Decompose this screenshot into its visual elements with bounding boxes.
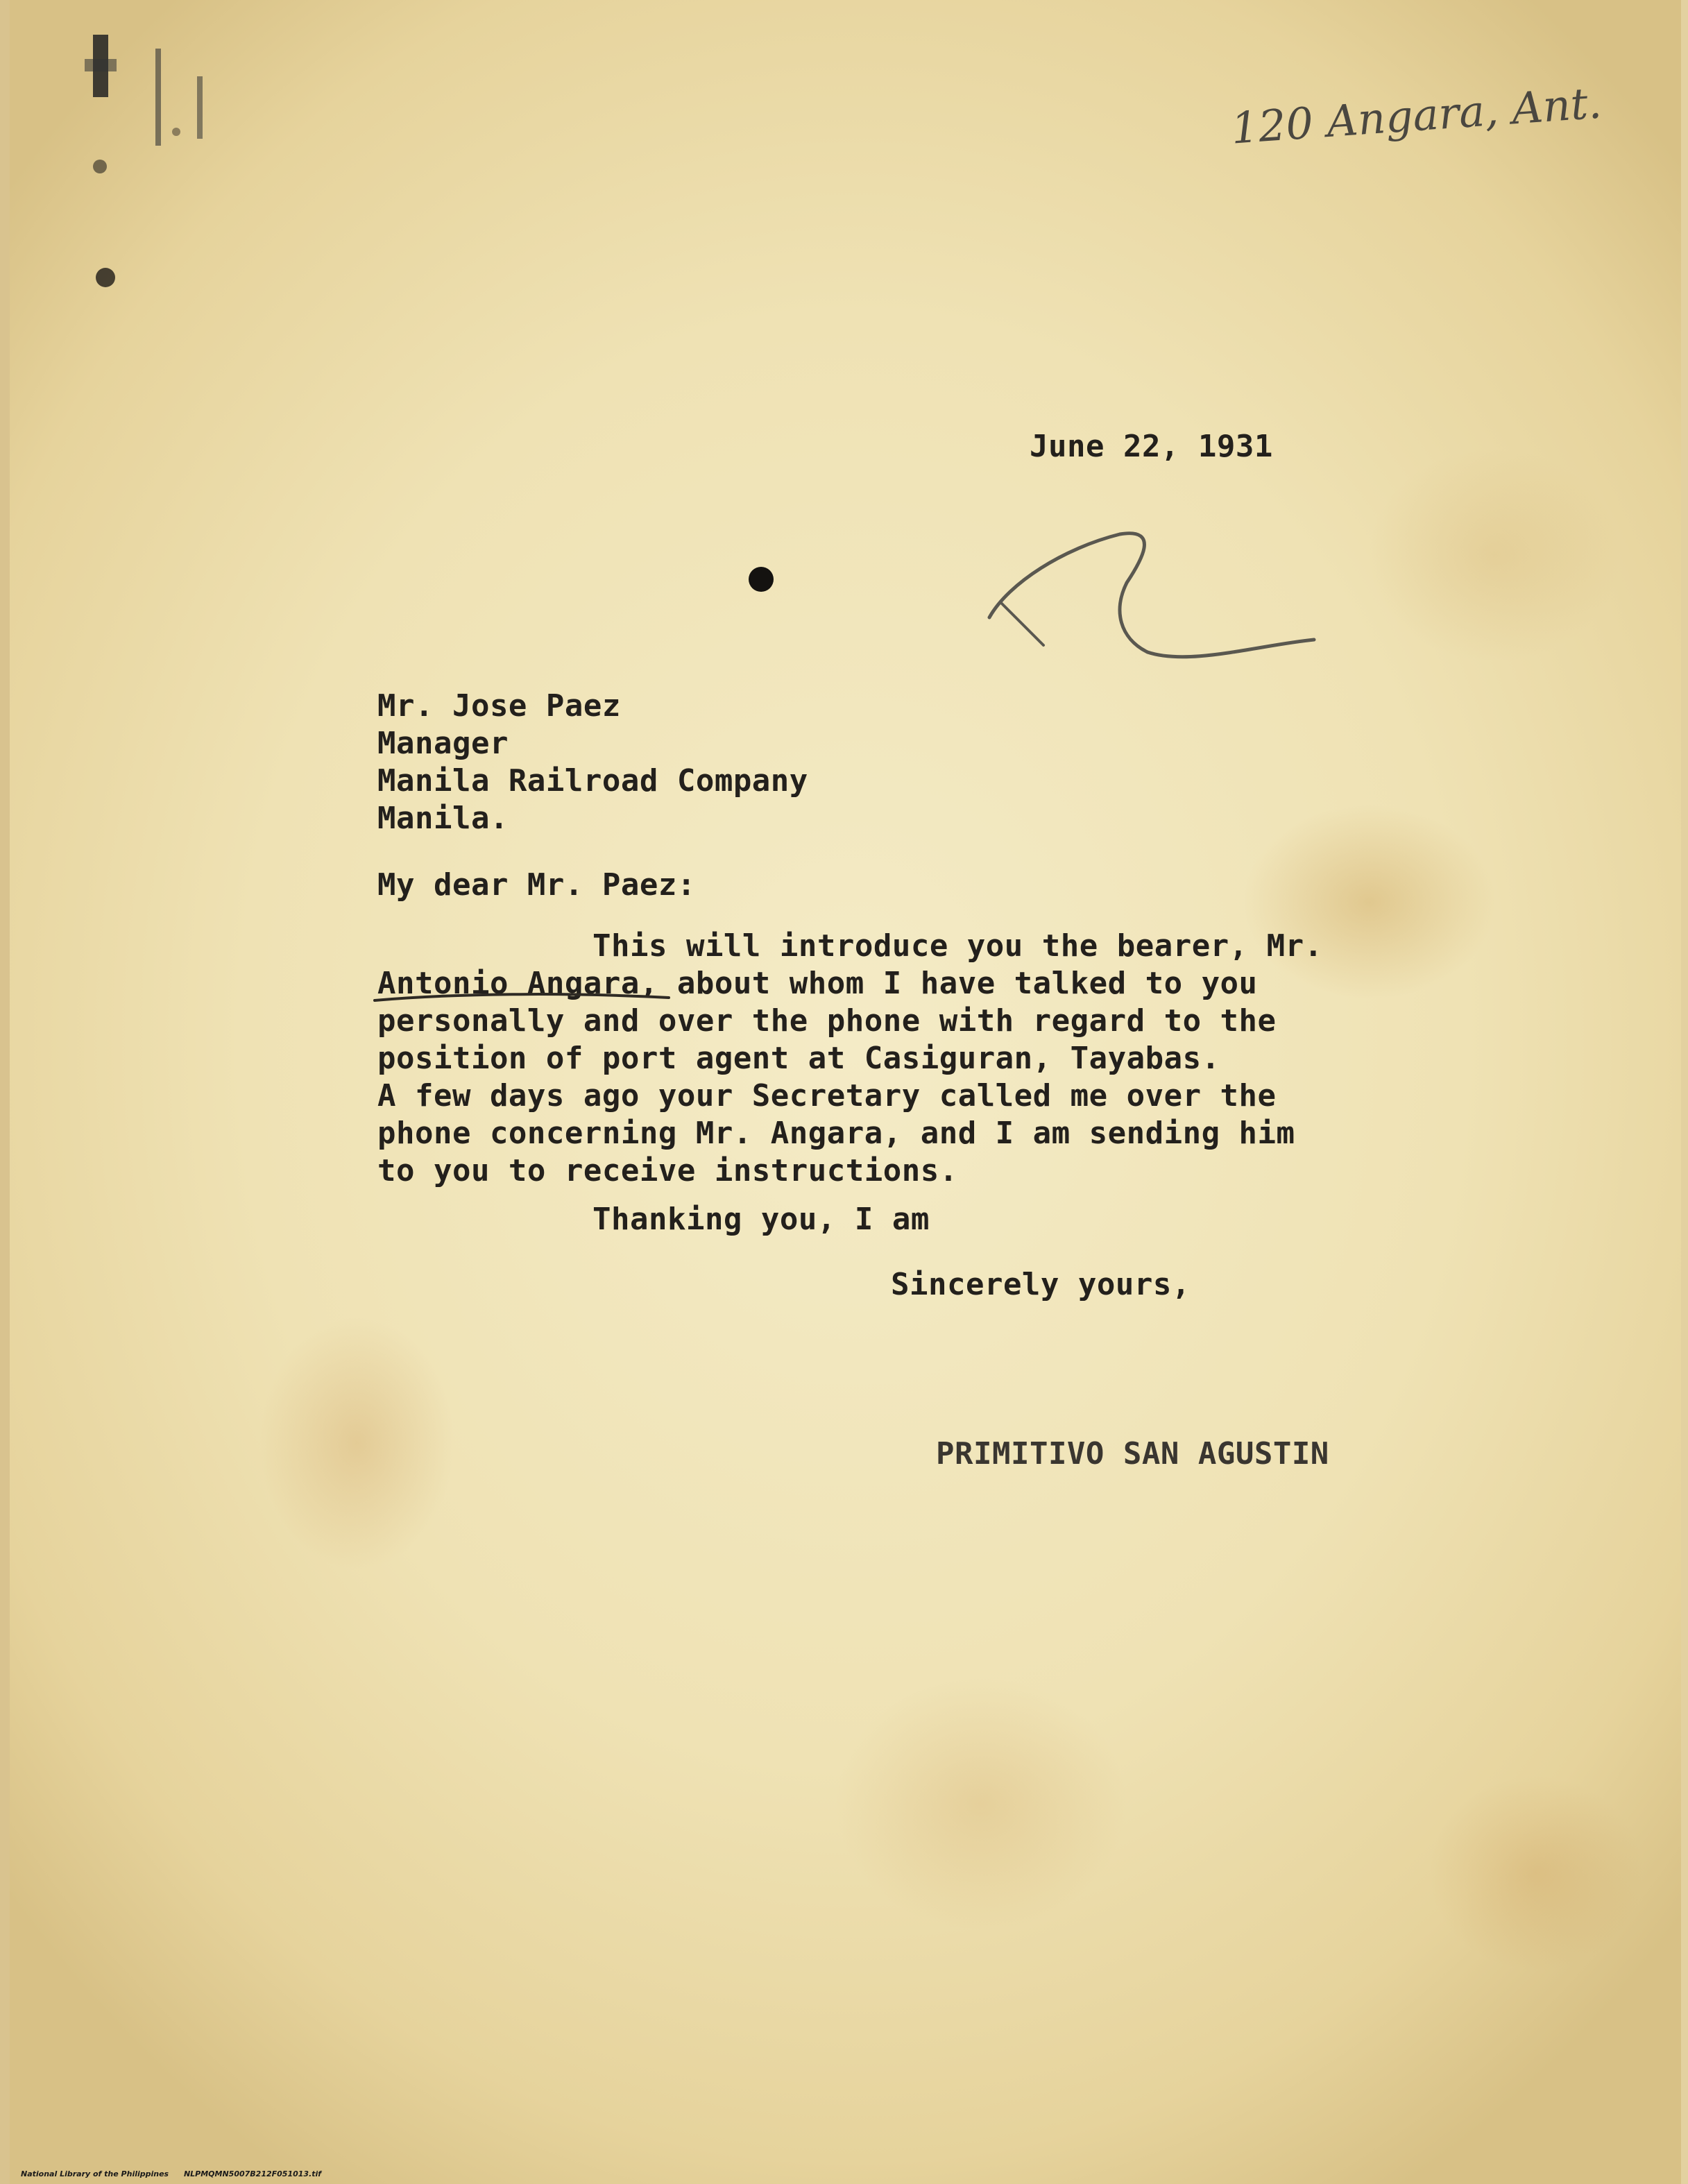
letter-date: June 22, 1931 <box>1030 429 1273 464</box>
underline-mark <box>370 984 676 1012</box>
body-line-1: This will introduce you the bearer, Mr. <box>592 928 1323 964</box>
ink-dot <box>745 563 777 595</box>
handwritten-note: 120 Angara, Ant. <box>1229 77 1603 154</box>
body-line-7: to you to receive instructions. <box>377 1153 958 1188</box>
body-line-6: phone concerning Mr. Angara, and I am sending him <box>377 1116 1295 1151</box>
recipient-title: Manager <box>377 726 509 761</box>
footer-file: NLPMQMN5007B212F051013.tif <box>183 2169 322 2178</box>
body-line-4: position of port agent at Casiguran, Tayabas. <box>377 1041 1220 1076</box>
footer-library: National Library of the Philippines <box>21 2169 169 2178</box>
signature-name: PRIMITIVO SAN AGUSTIN <box>936 1436 1329 1471</box>
pencil-mark <box>981 520 1328 673</box>
recipient-company: Manila Railroad Company <box>377 763 808 799</box>
recipient-name: Mr. Jose Paez <box>377 688 621 724</box>
body-line-3: personally and over the phone with regard to the <box>377 1003 1277 1039</box>
recipient-city: Manila. <box>377 801 509 836</box>
salutation: My dear Mr. Paez: <box>377 867 696 903</box>
closing-line: Thanking you, I am <box>592 1202 930 1237</box>
valediction: Sincerely yours, <box>891 1267 1191 1302</box>
body-line-5: A few days ago your Secretary called me over the <box>377 1078 1277 1114</box>
binder-marks <box>72 21 239 312</box>
body-line-2: Antonio Angara, about whom I have talked to you <box>377 966 1258 1001</box>
scan-footer <box>21 2169 321 2178</box>
